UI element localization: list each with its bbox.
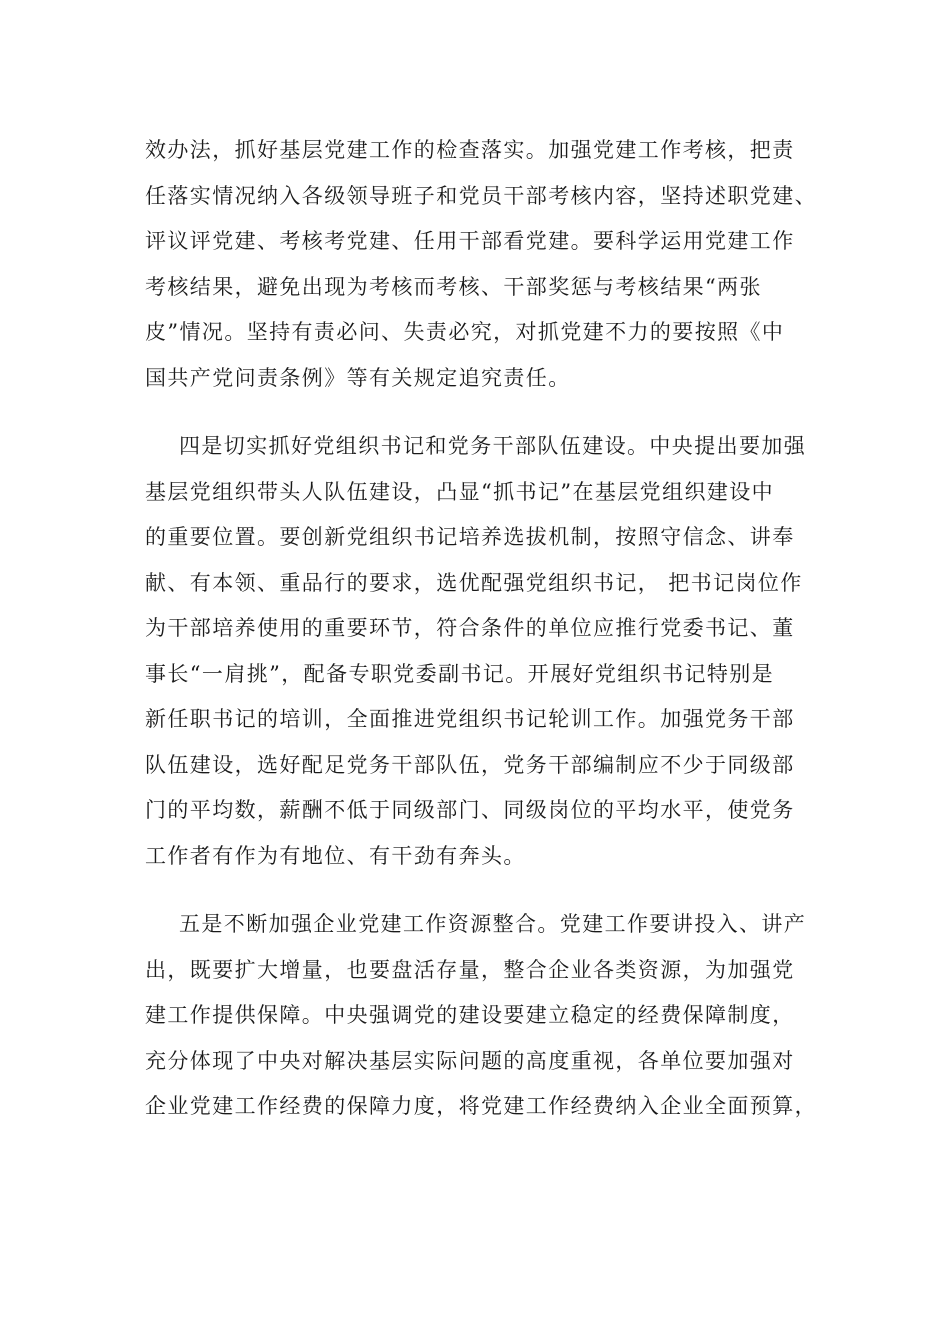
text-line: 出，既要扩大增量，也要盘活存量，整合企业各类资源，为加强党	[145, 957, 795, 982]
text-line: 考核结果，避免出现为考核而考核、干部奖惩与考核结果“两张	[145, 274, 762, 299]
text-line: 效办法，抓好基层党建工作的检查落实。加强党建工作考核，把责	[145, 138, 795, 162]
paragraph-3	[145, 902, 817, 1130]
paragraph-spacer	[145, 879, 810, 902]
text-line: 献、有本领、重品行的要求，选优配强党组织书记， 把书记岗位作	[145, 570, 803, 595]
text-line: 企业党建工作经费的保障力度，将党建工作经费纳入企业全面预算，	[145, 1094, 817, 1118]
text-line: 充分体现了中央对解决基层实际问题的高度重视，各单位要加强对	[145, 1048, 795, 1073]
text-line: 的重要位置。要创新党组织书记培养选拔机制，按照守信念、讲奉	[145, 525, 795, 549]
text-line: 为干部培养使用的重要环节，符合条件的单位应推行党委书记、董	[145, 616, 795, 640]
document-body	[145, 128, 817, 1130]
text-line: 建工作提供保障。中央强调党的建设要建立稳定的经费保障制度，	[145, 1003, 795, 1027]
text-line: 新任职书记的培训，全面推进党组织书记轮训工作。加强党务干部	[145, 707, 795, 731]
paragraph-1	[145, 128, 817, 401]
text-line: 工作者有作为有地位、有干劲有奔头。	[145, 843, 526, 868]
text-line: 事长“一肩挑”，配备专职党委副书记。开展好党组织书记特别是	[145, 661, 775, 686]
text-line: 任落实情况纳入各级领导班子和党员干部考核内容，坚持述职党建、	[145, 183, 817, 208]
text-line: 五是不断加强企业党建工作资源整合。党建工作要讲投入、讲产	[179, 912, 807, 936]
paragraph-2	[145, 424, 810, 879]
text-line: 皮”情况。坚持有责必问、失责必究，对抓党建不力的要按照《中	[145, 320, 785, 344]
text-line: 国共产党问责条例》等有关规定追究责任。	[145, 365, 571, 390]
text-line: 评议评党建、考核考党建、任用干部看党建。要科学运用党建工作	[145, 229, 795, 253]
text-line: 门的平均数，薪酬不低于同级部门、同级岗位的平均水平，使党务	[145, 798, 795, 822]
text-line: 四是切实抓好党组织书记和党务干部队伍建设。中央提出要加强	[179, 434, 807, 458]
text-line: 基层党组织带头人队伍建设，凸显“抓书记”在基层党组织建设中	[145, 479, 775, 504]
paragraph-spacer	[145, 401, 810, 424]
text-line: 队伍建设，选好配足党务干部队伍，党务干部编制应不少于同级部	[145, 752, 795, 777]
